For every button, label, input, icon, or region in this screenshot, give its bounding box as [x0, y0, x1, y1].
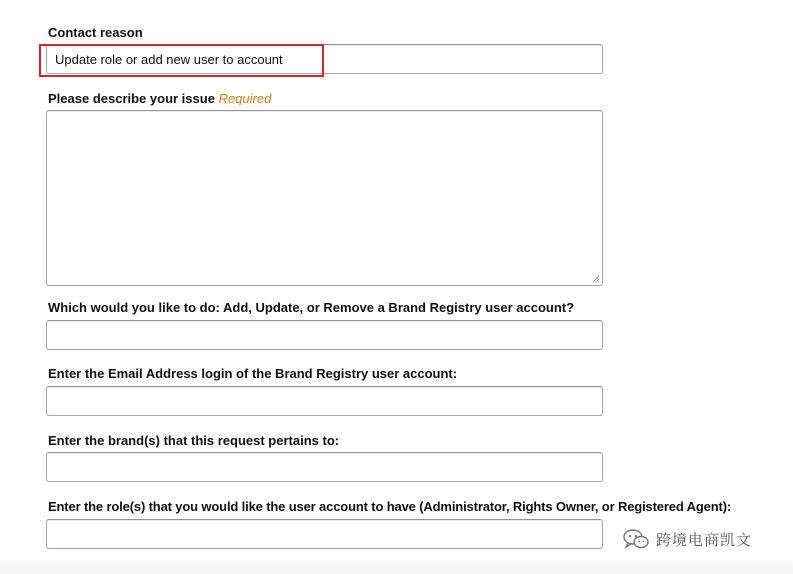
watermark-text: 跨境电商凯文 — [656, 530, 753, 549]
contact-reason-value: Update role or add new user to account — [55, 52, 283, 67]
required-indicator: Required — [218, 91, 272, 106]
roles-question-label: Enter the role(s) that you would like the user account to have (Administrator, Rights Owner, or Registered Agent): — [48, 499, 732, 514]
wechat-icon — [622, 528, 650, 550]
issue-textarea[interactable] — [46, 110, 603, 286]
watermark — [616, 526, 758, 552]
action-question-label: Which would you like to do: Add, Update, or Remove a Brand Registry user account? — [48, 300, 575, 315]
issue-label — [48, 91, 271, 106]
resize-handle-icon[interactable] — [592, 275, 600, 283]
email-input[interactable] — [46, 386, 603, 416]
brands-input[interactable] — [46, 452, 603, 482]
contact-reason-label: Contact reason — [48, 25, 143, 40]
roles-input[interactable] — [46, 519, 603, 549]
contact-reason-field[interactable] — [46, 44, 603, 74]
action-input[interactable] — [46, 320, 603, 350]
issue-label-text: Please describe your issue — [48, 91, 215, 106]
bottom-fade — [0, 556, 793, 574]
brands-question-label: Enter the brand(s) that this request pertains to: — [48, 433, 340, 448]
email-question-label: Enter the Email Address login of the Brand Registry user account: — [48, 366, 458, 381]
